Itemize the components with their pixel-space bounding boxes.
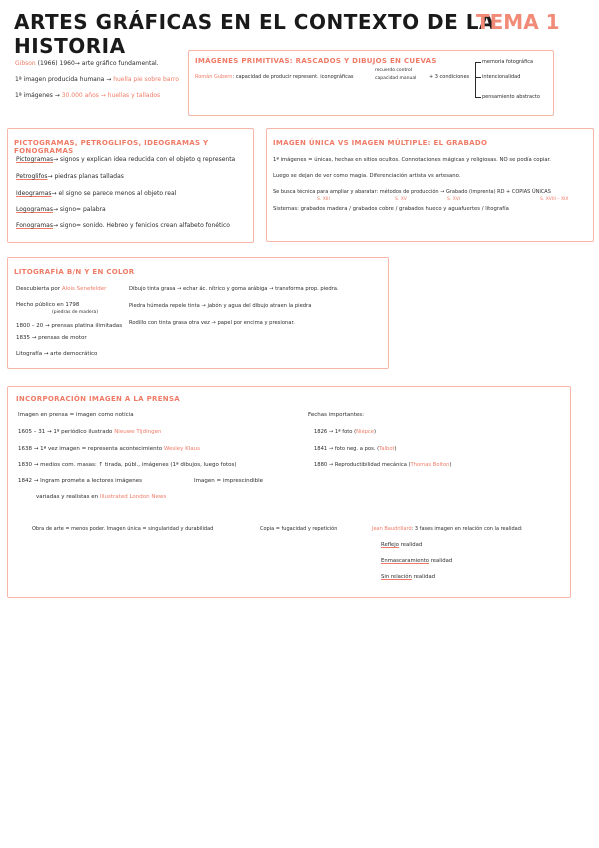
branch-item-2: intencionalidad: [482, 74, 521, 80]
primitivas-box: [188, 50, 554, 116]
grabado-heading: IMAGEN ÚNICA VS IMAGEN MÚLTIPLE: EL GRABADO: [273, 139, 488, 147]
prensa-box: [7, 386, 571, 598]
primitivas-heading: IMÁGENES PRIMITIVAS: RASCADOS Y DIBUJOS EN CUEVAS: [195, 57, 437, 65]
fecha-item-1: 1826 → 1ª foto (Niépce): [314, 429, 377, 435]
petroglifos-item: Petroglifos→ piedras planas talladas: [16, 173, 124, 180]
sup-label-4: S. XVIII – XIX: [540, 197, 569, 202]
lito-left-2: Hecho público en 1798: [16, 302, 80, 308]
prensa-line-0: Imagen en prensa = imagen como noticia: [18, 412, 134, 418]
intro-line-3: 1ª imágenes → 30.000 años → huellas y tallados: [15, 92, 161, 99]
grabado-line-1: 1ª imágenes = únicas, hechas en sitios ocultos. Connotaciones mágicas y religiosas. NO se podía copiar.: [273, 157, 551, 163]
lito-left-4: 1800 – 20 → prensas platina ilimitadas: [16, 323, 123, 329]
sup-label-1: S. XIII: [317, 197, 330, 202]
primitivas-text: Román Gubern: capacidad de producir represent. iconográficas: [195, 74, 354, 80]
intro-line-1: Gibson (1966) 1960→ arte gráfico fundamental.: [15, 60, 159, 67]
prensa-line-2: 1638 → 1ª vez imagen = representa acontecimiento Wesley Klaus: [18, 446, 200, 452]
fecha-item-2: 1841 → foto neg. a pos. (Talbot): [314, 446, 397, 452]
prensa-line-1: 1605 – 31 → 1º periódico ilustrado Nieuwe Tijdingen: [18, 429, 162, 435]
brace-item-1: recuerdo control: [375, 68, 413, 73]
sup-label-2: S. XV: [395, 197, 407, 202]
branch-item-3: pensamiento abstracto: [482, 94, 540, 100]
tema-label: TEMA 1: [476, 10, 560, 34]
lito-right-2: Piedra húmeda repele tinta → jabón y agua del dibujo atraen la piedra: [129, 303, 312, 309]
branch-item-1: memoria fotográfica: [482, 59, 534, 65]
intro-line-2: 1ª imagen producida humana → huella pie sobre barro: [15, 76, 179, 83]
fase-item-2: Enmascaramiento realidad: [381, 558, 453, 564]
litografia-box: [7, 257, 389, 369]
grabado-box: [266, 128, 594, 242]
conditions-label: + 3 condiciones: [429, 74, 470, 80]
branch-tick-3: [475, 97, 481, 98]
branch-tick-2: [475, 77, 481, 78]
branch-line: [475, 62, 476, 98]
pictogramas-box: [7, 128, 254, 243]
ideogramas-item: Ideogramas→ el signo se parece menos al objeto real: [16, 190, 177, 197]
fecha-item-3: 1880 → Reproductibilidad mecánica (Thomas Bolton): [314, 462, 452, 468]
fase-item-1: Reflejo realidad: [381, 542, 423, 548]
lito-left-5: 1835 → prensas de motor: [16, 335, 87, 341]
fonogramas-item: Fonogramas→ signo= sonido. Hebreo y fenicios crean alfabeto fonético: [16, 222, 230, 229]
prensa-branch: Imagen = imprescindible: [194, 478, 264, 484]
pictogramas-heading: PICTOGRAMAS, PETROGLIFOS, IDEOGRAMAS Y FONOGRAMAS: [14, 139, 209, 155]
page-title: ARTES GRÁFICAS EN EL CONTEXTO DE LA HISTORIA: [14, 10, 496, 58]
litografia-heading: LITOGRAFÍA B/N Y EN COLOR: [14, 268, 135, 276]
logogramas-item: Logogramas→ signo= palabra: [16, 206, 106, 213]
grabado-line-4: Sistemas: grabados madera / grabados cobre / grabados hueco y aguafuertes / litografía: [273, 206, 509, 212]
fechas-heading: Fechas importantes:: [308, 412, 365, 418]
prensa-line-4: 1842 → Ingram promete a lectores imágenes: [18, 478, 143, 484]
grabado-line-3: Se busca técnica para ampliar y abaratar: métodos de producción → Grabado (imprenta) RD + COPIAS ÚNICAS: [273, 189, 551, 195]
branch-tick-1: [475, 62, 481, 63]
prensa-line-3: 1830 → medios com. masas: ↑ tirada, públ., imágenes (1ª dibujos, luego fotos): [18, 462, 237, 468]
pictogramas-item: Pictogramas→ signos y explican idea reducida con el objeto q representa: [16, 156, 236, 163]
obra-arte-line: Obra de arte = menos poder. Imagen única = singularidad y durabilidad: [32, 526, 214, 532]
prensa-heading: INCORPORACIÓN IMAGEN A LA PRENSA: [16, 395, 181, 403]
lito-left-3: (piedras de madera): [52, 310, 99, 315]
lito-left-6: Litografía → arte democrático: [16, 351, 98, 357]
grabado-line-2: Luego se dejan de ver como magia. Diferenciación artista vs artesano.: [273, 173, 461, 179]
baudrillard-line: Jean Baudrillard: 3 fases imagen en relación con la realidad:: [372, 526, 523, 532]
lito-right-1: Dibujo tinta grasa → echar ác. nítrico y goma arábiga → transforma prop. piedra.: [129, 286, 339, 292]
prensa-line-5: variadas y realistas en Illustrated London News: [36, 494, 167, 500]
lito-right-3: Rodillo con tinta grasa otra vez → papel por encima y presionar.: [129, 320, 295, 326]
lito-left-1: Descubierta por Alois Senefelder: [16, 286, 107, 292]
sup-label-3: S. XVI: [447, 197, 461, 202]
brace-item-2: capacidad manual: [375, 76, 417, 81]
copia-line: Copia = fugacidad y repetición: [260, 526, 338, 532]
fase-item-3: Sin relación realidad: [381, 574, 436, 580]
